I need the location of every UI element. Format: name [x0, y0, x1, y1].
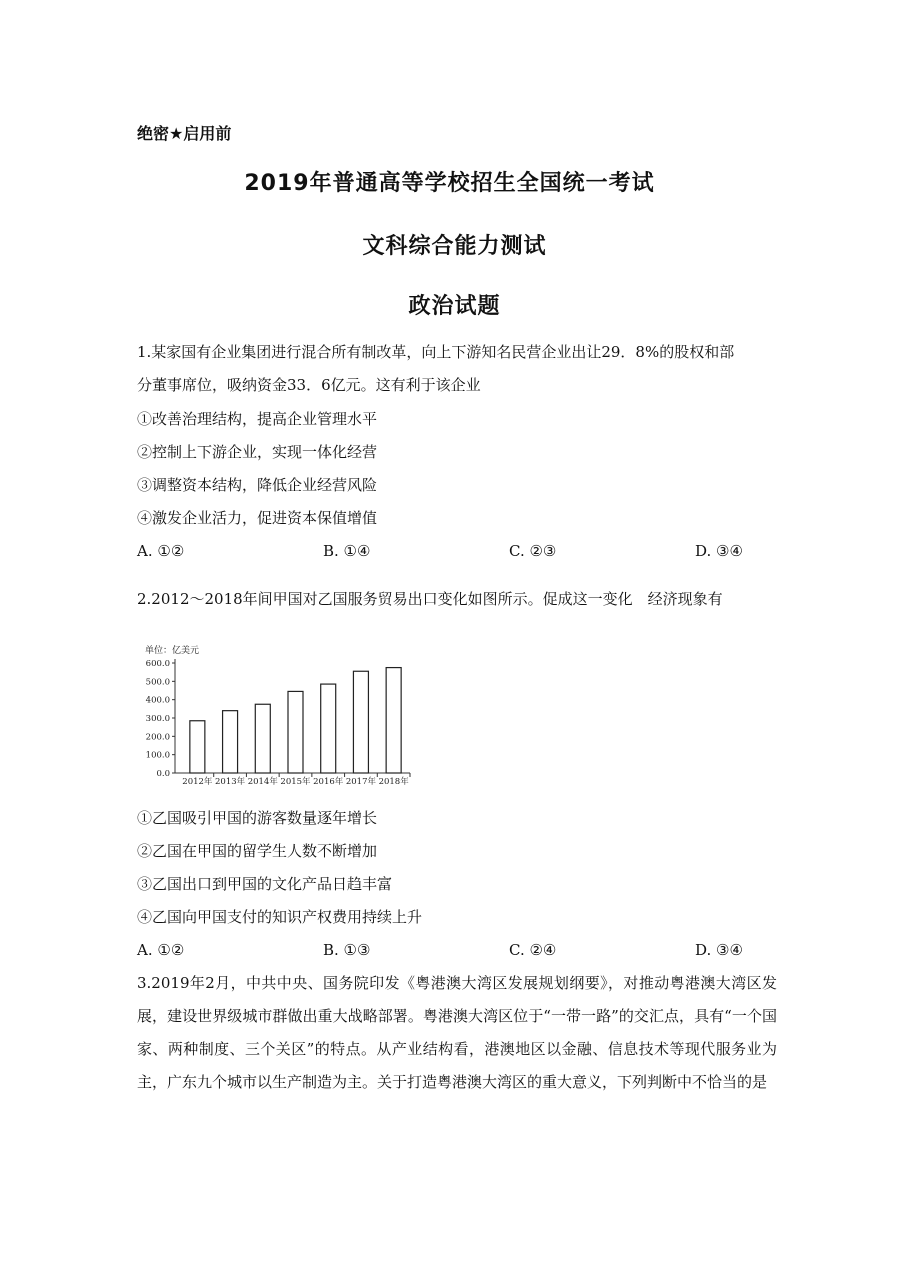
- q1-option-a: A. ①②: [137, 542, 185, 560]
- q3-stem: 3.2019年2月，中共中央、国务院印发《粤港澳大湾区发展规划纲要》，对推动粤港澳大湾区发展，建设世界级城市群做出重大战略部署。粤港澳大湾区位于“一带一路”的交汇点，具有“一个国家、两种制度、三个关区”的特点。从产业结构看，港澳地区以金融、信息技术等现代服务业为主，广东九个城市以生产制造为主。关于打造粤港澳大湾区的重大意义，下列判断中不恰当的是: [137, 974, 777, 1091]
- bar-2014年: [255, 704, 270, 773]
- q2-option-c: C. ②④: [509, 941, 557, 959]
- x-tick-label: 2014年: [247, 777, 278, 787]
- bar-2017年: [353, 671, 368, 773]
- y-tick-label: 300.0: [145, 714, 170, 724]
- y-tick-label: 600.0: [145, 659, 170, 669]
- x-tick-label: 2012年: [182, 777, 213, 787]
- q1-item-4: ④激发企业活力，促进资本保值增值: [137, 509, 378, 527]
- y-tick-label: 200.0: [145, 732, 170, 743]
- export-bar-chart: [135, 633, 425, 793]
- q1-stem-line2: 分董事席位，吸纳资金33．6亿元。这有利于该企业: [137, 376, 481, 394]
- q2-item-2: ②乙国在甲国的留学生人数不断增加: [137, 842, 378, 860]
- q1-item-3: ③调整资本结构，降低企业经营风险: [137, 476, 378, 494]
- q1-item-2: ②控制上下游企业，实现一体化经营: [137, 443, 378, 461]
- section-title: 政治试题: [408, 294, 501, 319]
- y-tick-label: 100.0: [145, 750, 170, 761]
- q2-option-a: A. ①②: [137, 941, 185, 959]
- q1-option-b: B. ①④: [323, 542, 371, 560]
- exam-title: 2019年普通高等学校招生全国统一考试: [244, 171, 655, 196]
- y-tick-label: 400.0: [145, 695, 170, 706]
- q1-stem-line1: 1.某家国有企业集团进行混合所有制改革，向上下游知名民营企业出让29．8%的股权和部: [137, 343, 735, 361]
- q1-option-c: C. ②③: [509, 542, 557, 560]
- q2-item-4: ④乙国向甲国支付的知识产权费用持续上升: [137, 908, 423, 926]
- exam-subtitle: 文科综合能力测试: [362, 234, 547, 259]
- y-tick-label: 500.0: [145, 677, 170, 688]
- y-tick-label: 0.0: [156, 769, 170, 779]
- q2-item-1: ①乙国吸引甲国的游客数量逐年增长: [137, 809, 378, 827]
- q1-item-1: ①改善治理结构，提高企业管理水平: [137, 410, 378, 428]
- x-tick-label: 2016年: [313, 777, 344, 787]
- bar-2018年: [386, 668, 401, 773]
- q2-option-b: B. ①③: [323, 941, 371, 959]
- x-tick-label: 2013年: [215, 777, 246, 787]
- q2-option-d: D. ③④: [695, 941, 743, 959]
- chart-unit-label: 单位：亿美元: [145, 646, 200, 656]
- secret-label: 绝密★启用前: [137, 124, 232, 143]
- q2-stem: 2.2012～2018年间甲国对乙国服务贸易出口变化如图所示。促成这一变化 经济现象有: [137, 590, 723, 608]
- q1-option-d: D. ③④: [695, 542, 743, 560]
- bar-2012年: [190, 721, 205, 773]
- q2-item-3: ③乙国出口到甲国的文化产品日趋丰富: [137, 875, 393, 893]
- bar-2016年: [321, 684, 336, 773]
- bar-2013年: [223, 711, 238, 773]
- x-tick-label: 2015年: [280, 777, 311, 787]
- x-tick-label: 2018年: [378, 777, 409, 787]
- bar-2015年: [288, 691, 303, 773]
- x-tick-label: 2017年: [345, 777, 376, 787]
